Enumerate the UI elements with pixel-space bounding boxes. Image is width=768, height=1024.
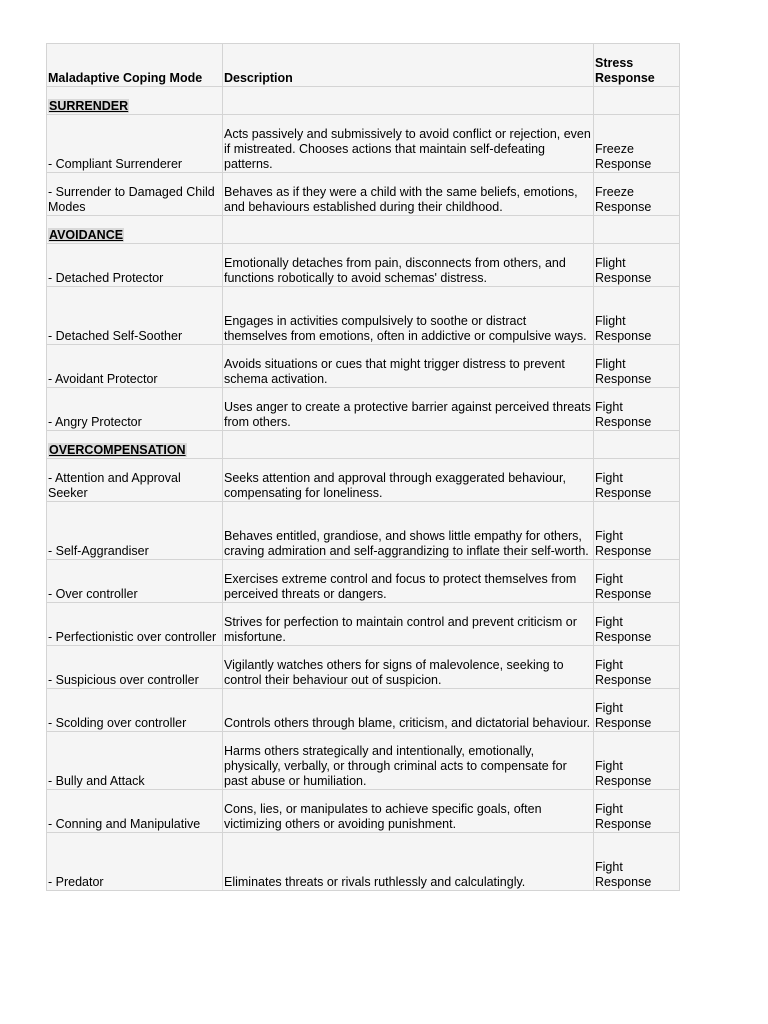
response-cell: Flight Response (594, 287, 680, 345)
description-cell: Acts passively and submissively to avoid conflict or rejection, even if mistreated. Chooses actions that maintain self-defeating patterns. (223, 115, 594, 173)
header-description: Description (223, 44, 594, 87)
mode-cell: - Over controller (47, 560, 223, 603)
response-cell: Fight Response (594, 790, 680, 833)
section-label-text: SURRENDER (49, 99, 129, 113)
response-cell: Fight Response (594, 732, 680, 790)
description-cell: Cons, lies, or manipulates to achieve specific goals, often victimizing others or avoiding punishment. (223, 790, 594, 833)
response-cell: Fight Response (594, 833, 680, 891)
response-cell: Fight Response (594, 603, 680, 646)
table-row (47, 287, 680, 345)
response-cell: Fight Response (594, 502, 680, 560)
mode-cell: - Angry Protector (47, 388, 223, 431)
table-row (47, 173, 680, 216)
table-row (47, 388, 680, 431)
table-row (47, 833, 680, 891)
empty-cell (594, 431, 680, 459)
description-cell: Exercises extreme control and focus to protect themselves from perceived threats or dangers. (223, 560, 594, 603)
description-cell: Uses anger to create a protective barrier against perceived threats from others. (223, 388, 594, 431)
table-body (47, 87, 680, 891)
section-label-text: OVERCOMPENSATION (49, 443, 186, 457)
response-cell: Freeze Response (594, 115, 680, 173)
section-label-text: AVOIDANCE (49, 228, 124, 242)
description-cell: Controls others through blame, criticism, and dictatorial behaviour. (223, 689, 594, 732)
description-cell: Engages in activities compulsively to soothe or distract themselves from emotions, often in addictive or compulsive ways. (223, 287, 594, 345)
response-cell: Freeze Response (594, 173, 680, 216)
empty-cell (594, 216, 680, 244)
response-cell: Fight Response (594, 646, 680, 689)
mode-cell: - Self-Aggrandiser (47, 502, 223, 560)
description-cell: Eliminates threats or rivals ruthlessly and calculatingly. (223, 833, 594, 891)
mode-cell: - Compliant Surrenderer (47, 115, 223, 173)
coping-modes-table (46, 43, 680, 891)
section-label (47, 431, 223, 459)
mode-cell: - Attention and Approval Seeker (47, 459, 223, 502)
table-row (47, 345, 680, 388)
empty-cell (223, 216, 594, 244)
description-cell: Avoids situations or cues that might trigger distress to prevent schema activation. (223, 345, 594, 388)
table-row (47, 459, 680, 502)
table-row (47, 115, 680, 173)
empty-cell (594, 87, 680, 115)
section-row (47, 431, 680, 459)
table-row (47, 790, 680, 833)
mode-cell: - Bully and Attack (47, 732, 223, 790)
description-cell: Strives for perfection to maintain control and prevent criticism or misfortune. (223, 603, 594, 646)
empty-cell (223, 87, 594, 115)
empty-cell (223, 431, 594, 459)
table-row (47, 244, 680, 287)
response-cell: Fight Response (594, 560, 680, 603)
table-row (47, 689, 680, 732)
mode-cell: - Detached Protector (47, 244, 223, 287)
mode-cell: - Suspicious over controller (47, 646, 223, 689)
mode-cell: - Surrender to Damaged Child Modes (47, 173, 223, 216)
description-cell: Vigilantly watches others for signs of malevolence, seeking to control their behaviour out of suspicion. (223, 646, 594, 689)
section-label (47, 216, 223, 244)
table-row (47, 502, 680, 560)
section-row (47, 87, 680, 115)
mode-cell: - Scolding over controller (47, 689, 223, 732)
description-cell: Emotionally detaches from pain, disconnects from others, and functions robotically to avoid schemas' distress. (223, 244, 594, 287)
table-row (47, 603, 680, 646)
description-cell: Behaves as if they were a child with the same beliefs, emotions, and behaviours established during their childhood. (223, 173, 594, 216)
section-label (47, 87, 223, 115)
mode-cell: - Avoidant Protector (47, 345, 223, 388)
mode-cell: - Predator (47, 833, 223, 891)
mode-cell: - Perfectionistic over controller (47, 603, 223, 646)
description-cell: Seeks attention and approval through exaggerated behaviour, compensating for loneliness. (223, 459, 594, 502)
mode-cell: - Detached Self-Soother (47, 287, 223, 345)
description-cell: Harms others strategically and intentionally, emotionally, physically, verbally, or through criminal acts to compensate for past abuse or humiliation. (223, 732, 594, 790)
response-cell: Fight Response (594, 388, 680, 431)
header-mode: Maladaptive Coping Mode (47, 44, 223, 87)
table-row (47, 646, 680, 689)
table-row (47, 732, 680, 790)
header-response: Stress Response (594, 44, 680, 87)
mode-cell: - Conning and Manipulative (47, 790, 223, 833)
section-row (47, 216, 680, 244)
response-cell: Fight Response (594, 459, 680, 502)
table-row (47, 560, 680, 603)
header-row (47, 44, 680, 87)
response-cell: Flight Response (594, 244, 680, 287)
response-cell: Flight Response (594, 345, 680, 388)
description-cell: Behaves entitled, grandiose, and shows little empathy for others, craving admiration and self-aggrandizing to inflate their self-worth. (223, 502, 594, 560)
response-cell: Fight Response (594, 689, 680, 732)
